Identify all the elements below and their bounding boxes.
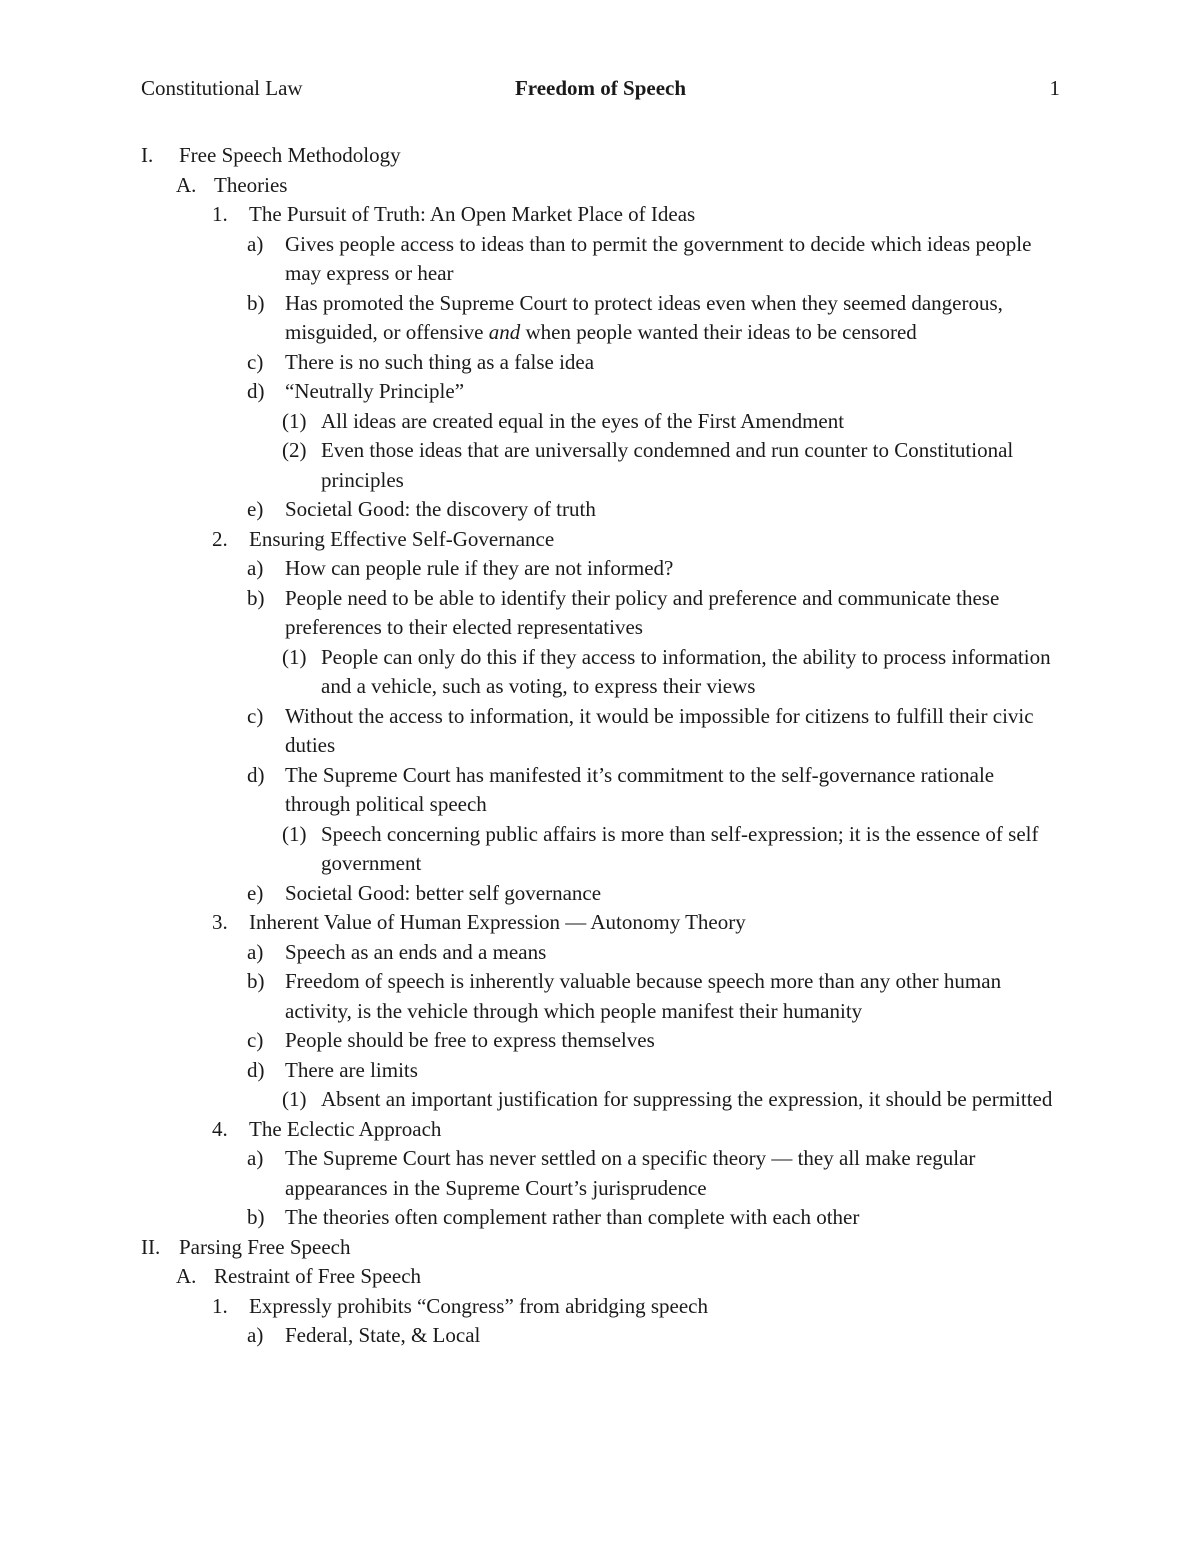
outline-marker: II. [141,1234,161,1259]
text-run: There are limits [285,1057,418,1082]
text-run: The Pursuit of Truth: An Open Market Place of Ideas [249,202,696,226]
outline-text [285,879,1059,909]
outline-item [0,1056,1200,1086]
outline-item [0,407,1200,437]
outline-item [0,1292,1200,1322]
text-run: Ensuring Effective Self-Governance [249,526,555,551]
text-run: There is no such thing as a false idea [285,349,595,374]
outline-marker: a) [247,1323,264,1347]
page-header [141,70,1060,106]
outline-text [285,1056,1059,1086]
outline-item [0,230,1200,289]
outline-item [0,171,1200,201]
outline-item [0,525,1200,555]
outline-text [249,1292,1059,1322]
outline-marker: a) [247,1146,264,1170]
outline-marker: a) [247,231,264,256]
outline-item [0,1085,1200,1115]
outline-text [285,377,1059,407]
outline-text [214,171,1059,201]
text-run: The theories often complement rather than complete with each other [285,1205,860,1229]
text-run: Speech concerning public affairs is more than self-expression; it is the essence of self government [321,821,1039,875]
outline-text [321,643,1059,702]
text-run: How can people rule if they are not informed? [285,556,674,580]
text-run: People should be free to express themselves [285,1028,655,1052]
outline-item [0,584,1200,643]
outline-marker: 4. [212,1116,228,1141]
outline-text [285,1144,1059,1203]
outline-item [0,200,1200,230]
outline-marker: e) [247,497,264,521]
text-run: Federal, State, & Local [285,1323,481,1347]
outline-marker: b) [247,290,265,315]
emphasis-text: and [488,320,521,344]
outline-item [0,1115,1200,1145]
page-number: 1 [1049,76,1060,100]
outline-item [0,495,1200,525]
outline-marker: c) [247,349,264,374]
outline-marker: a) [247,939,264,964]
text-run: People need to be able to identify their policy and preference and communicate these preferences to their elected representatives [285,585,1000,639]
outline-item [0,289,1200,348]
outline-body [0,141,1200,1351]
outline-marker: c) [247,1028,264,1052]
outline-item [0,377,1200,407]
outline-marker: d) [247,762,265,787]
outline-marker: (1) [282,1087,307,1111]
outline-item [0,1321,1200,1351]
outline-text [285,554,1059,584]
outline-item [0,879,1200,909]
outline-marker: A. [176,172,197,197]
outline-marker: 2. [212,526,228,551]
text-run: Free Speech Methodology [179,143,401,167]
outline-item [0,436,1200,495]
outline-marker: (1) [282,644,307,669]
text-run: Freedom of speech is inherently valuable because speech more than any other human activity, is the vehicle through which people manifest their humanity [285,969,1002,1023]
outline-marker: 1. [212,202,228,226]
outline-marker: A. [176,1264,197,1288]
outline-text [321,820,1059,879]
outline-text [285,702,1059,761]
outline-text [285,967,1059,1026]
text-run: All ideas are created equal in the eyes of the First Amendment [321,408,845,433]
page-title: Freedom of Speech [514,76,687,100]
text-run: Societal Good: the discovery of truth [285,497,596,521]
outline-marker: e) [247,880,264,905]
outline-item [0,908,1200,938]
outline-marker: a) [247,556,264,580]
outline-item [0,1262,1200,1292]
outline-text [285,289,1059,348]
outline-marker: (1) [282,821,307,846]
outline-text [321,1085,1059,1115]
text-run: Parsing Free Speech [179,1234,351,1259]
text-run: Has promoted the Supreme Court to protect ideas even when they seemed dangerous, misguided, or offensive [285,290,1003,344]
outline-text [321,436,1059,495]
text-run: “Neutrally Principle” [285,379,465,403]
outline-marker: I. [141,143,154,167]
text-run: Absent an important justification for suppressing the expression, it should be permitted [321,1087,1053,1111]
text-run: Even those ideas that are universally condemned and run counter to Constitutional principles [321,438,1014,492]
outline-marker: (1) [282,408,307,433]
outline-marker: b) [247,1205,265,1229]
text-run: Expressly prohibits “Congress” from abridging speech [249,1293,708,1318]
text-run: Societal Good: better self governance [285,880,602,905]
outline-item [0,554,1200,584]
outline-item [0,1144,1200,1203]
outline-item [0,643,1200,702]
outline-text [321,407,1059,437]
text-run: Without the access to information, it would be impossible for citizens to fulfill their civic duties [285,703,1034,757]
outline-text [285,584,1059,643]
text-run: The Supreme Court has never settled on a specific theory — they all make regular appearances in the Supreme Court’s jurisprudence [285,1146,976,1200]
outline-item [0,1233,1200,1263]
outline-item [0,820,1200,879]
course-name: Constitutional Law [141,76,303,100]
outline-marker: 3. [212,910,228,934]
outline-text [179,1233,1059,1263]
outline-marker: b) [247,585,265,610]
outline-text [249,1115,1059,1145]
outline-text [285,230,1059,289]
outline-text [285,761,1059,820]
outline-item [0,761,1200,820]
outline-item [0,938,1200,968]
outline-text [285,1026,1059,1056]
text-run: Inherent Value of Human Expression — Autonomy Theory [249,910,746,934]
outline-text [249,525,1059,555]
text-run: when people wanted their ideas to be censored [520,320,917,344]
outline-item [0,702,1200,761]
text-run: Restraint of Free Speech [214,1264,422,1288]
outline-text [285,1203,1059,1233]
outline-marker: 1. [212,1293,228,1318]
outline-text [285,1321,1059,1351]
outline-marker: b) [247,969,265,993]
text-run: Speech as an ends and a means [285,939,547,964]
outline-item [0,1026,1200,1056]
text-run: Theories [214,172,288,197]
outline-text [214,1262,1059,1292]
outline-item [0,348,1200,378]
outline-text [285,938,1059,968]
outline-marker: c) [247,703,264,728]
text-run: The Supreme Court has manifested it’s commitment to the self-governance rationale through political speech [285,762,995,816]
text-run: People can only do this if they access to information, the ability to process information and a vehicle, such as voting, to express their views [321,644,1051,698]
outline-text [179,141,1059,171]
text-run: The Eclectic Approach [249,1116,442,1141]
text-run: Gives people access to ideas than to permit the government to decide which ideas people may express or hear [285,231,1032,285]
outline-text [249,200,1059,230]
outline-marker: (2) [282,438,307,462]
outline-text [249,908,1059,938]
outline-text [285,348,1059,378]
outline-item [0,967,1200,1026]
outline-marker: d) [247,1057,265,1082]
outline-marker: d) [247,379,265,403]
outline-item [0,1203,1200,1233]
outline-item [0,141,1200,171]
outline-text [285,495,1059,525]
